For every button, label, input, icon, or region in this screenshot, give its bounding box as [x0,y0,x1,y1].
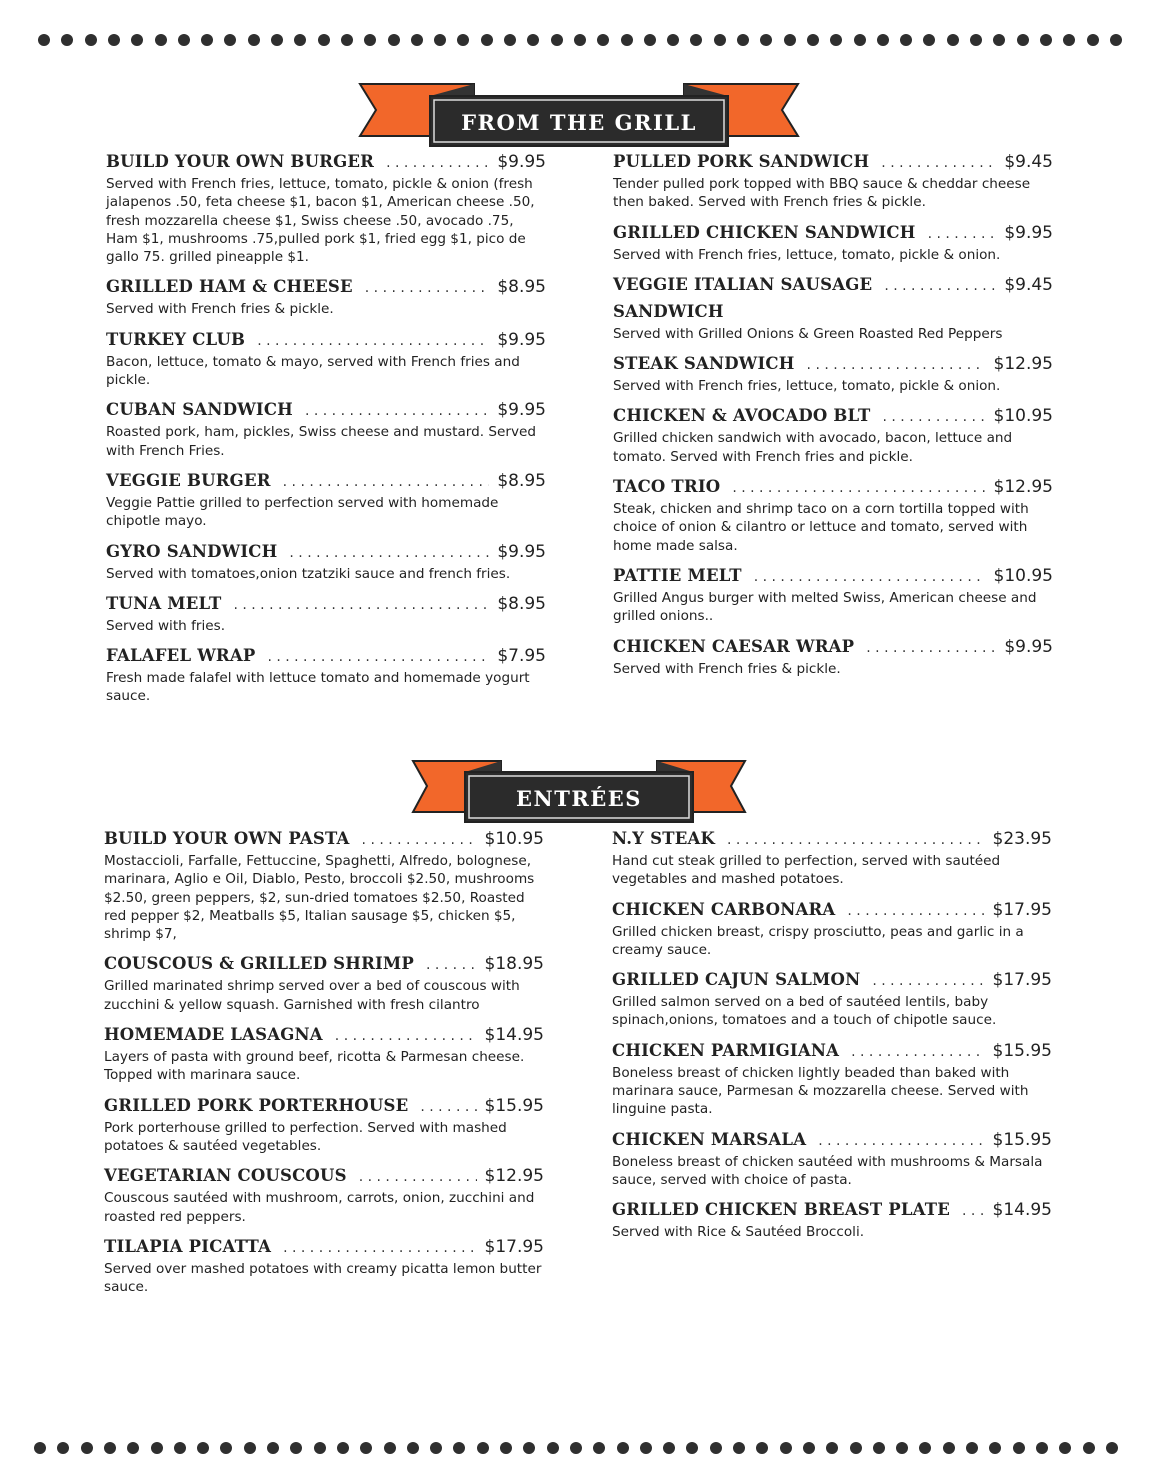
entrees-right-column [612,827,1052,1251]
dot-leader [257,329,489,353]
dot-ornament-icon [127,1442,139,1454]
menu-item-description: Mostaccioli, Farfalle, Fettuccine, Spaghetti, Alfredo, bolognese, marinara, Aglio e Oil, Diablo, Pesto, broccoli $2.50, mushrooms $2.50, green peppers, $2, sun-dried tomatoes $2.50, Roasted red pepper $2, Meatballs $5, Italian sausage $5, chicken $5, shrimp $7, [104,853,535,943]
menu-item-header [106,398,546,423]
menu-item-header [106,644,546,669]
menu-item-header [104,827,544,852]
menu-item [613,221,1053,264]
menu-item-header [613,475,1053,500]
dot-ornament-icon [224,34,236,46]
menu-item-price: $23.95 [992,829,1052,849]
menu-item-price: $15.95 [992,1040,1052,1061]
dot-ornament-icon [290,1442,302,1454]
menu-item-description: Layers of pasta with ground beef, ricotta & Parmesan cheese. Topped with marinara sauce. [104,1049,525,1084]
dot-ornament-icon [85,34,97,46]
dot-ornament-icon [593,1442,605,1454]
dot-leader [359,1165,477,1189]
menu-item-description: Hand cut steak grilled to perfection, served with sautéed vegetables and mashed potatoes. [612,853,1001,888]
dot-ornament-icon [621,34,633,46]
menu-item-price: $17.95 [484,1236,544,1257]
dot-ornament-icon [523,1442,535,1454]
dot-ornament-icon [434,34,446,46]
dot-ornament-icon [61,34,73,46]
menu-item [106,592,546,635]
dot-ornament-icon [993,34,1005,46]
dot-ornament-icon [477,1442,489,1454]
menu-item-name: GRILLED CAJUN SALMON [612,970,861,990]
dot-ornament-icon [644,34,656,46]
menu-item-price: $12.95 [993,477,1053,498]
dot-ornament-icon [919,1442,931,1454]
menu-item-name: PATTIE MELT [613,565,742,585]
menu-item-name: FALAFEL WRAP [106,646,256,666]
menu-item-price: $8.95 [497,470,546,491]
menu-item-name: CHICKEN PARMIGIANA [612,1040,840,1060]
menu-item [106,540,546,583]
dot-ornament-icon [1040,34,1052,46]
dot-ornament-icon [1083,1442,1095,1454]
menu-item-name: COUSCOUS & GRILLED SHRIMP [104,954,414,974]
menu-item-description: Served with French fries & pickle. [106,301,334,318]
dot-leader [851,1040,984,1064]
dot-ornament-icon [34,1442,46,1454]
dot-ornament-icon [714,34,726,46]
dot-ornament-icon [360,1442,372,1454]
menu-item-price: $10.95 [484,829,544,849]
dot-leader [754,565,986,589]
menu-item-price: $17.95 [992,970,1052,991]
menu-item-description: Couscous sautéed with mushroom, carrots, onion, zucchini and roasted red peppers. [104,1190,535,1225]
menu-item-price: $14.95 [992,1200,1052,1221]
dot-ornament-icon [81,1442,93,1454]
menu-item [613,564,1053,626]
menu-item-description: Served with tomatoes,onion tzatziki sauce and french fries. [106,565,511,582]
dot-leader [884,274,996,298]
menu-item-header [613,150,1053,175]
menu-item-description: Served with Rice & Sautéed Broccoli. [612,1224,865,1241]
dot-ornament-icon [900,34,912,46]
menu-item-price: $9.45 [1004,274,1053,295]
menu-item [612,898,1052,960]
menu-item [612,827,1052,889]
menu-item-header [104,1023,544,1048]
menu-item-description: Served with French fries & pickle. [613,660,841,677]
menu-item-price: $9.95 [497,329,546,350]
menu-item-header [612,898,1052,923]
menu-item-description: Fresh made falafel with lettuce tomato and homemade yogurt sauce. [106,670,530,705]
dot-ornament-icon [617,1442,629,1454]
dot-ornament-icon [248,34,260,46]
menu-item-name: GRILLED HAM & CHEESE [106,277,353,297]
dot-leader [233,593,489,617]
dot-ornament-icon [151,1442,163,1454]
menu-item-name: HOMEMADE LASAGNA [104,1025,323,1045]
menu-item-price: $7.95 [497,646,546,667]
menu-item-description: Veggie Pattie grilled to perfection served with homemade chipotle mayo. [106,494,499,530]
menu-item-description: Grilled salmon served on a bed of sautéed lentils, baby spinach,onions, tomatoes and a touch of chipotle sauce. [612,994,997,1029]
dot-leader [362,828,477,852]
dot-ornament-icon [896,1442,908,1454]
section-title: ENTRÉES [516,786,642,811]
dot-ornament-icon [574,34,586,46]
menu-item-description: Roasted pork, ham, pickles, Swiss cheese and mustard. Served with French Fries. [106,424,537,459]
menu-item-header [613,273,1053,298]
dot-ornament-icon [686,1442,698,1454]
dot-leader [928,222,997,246]
dot-ornament-icon [267,1442,279,1454]
menu-item-price: $8.95 [497,277,546,298]
grill-right-column [613,150,1053,687]
dot-ornament-icon [57,1442,69,1454]
dot-ornament-icon [873,1442,885,1454]
dot-ornament-icon [453,1442,465,1454]
dot-ornament-icon [108,34,120,46]
menu-item [612,1198,1052,1241]
dot-ornament-icon [104,1442,116,1454]
dot-ornament-icon [197,1442,209,1454]
dot-leader [283,1236,476,1260]
menu-item-name: CHICKEN & AVOCADO BLT [613,406,871,426]
dot-ornament-icon [826,1442,838,1454]
menu-item-name: GRILLED CHICKEN SANDWICH [613,222,916,242]
dot-ornament-icon [481,34,493,46]
dot-ornament-icon [943,1442,955,1454]
menu-item-name: VEGGIE ITALIAN SAUSAGE [613,274,873,294]
menu-item-price: $14.95 [484,1025,544,1046]
menu-item-header [612,1039,1052,1064]
menu-item-price: $9.95 [1004,222,1053,243]
banner-from-the-grill [358,80,800,148]
dot-ornament-icon [1013,1442,1025,1454]
dot-leader [426,953,477,977]
menu-item-name: N.Y STEAK [612,829,716,848]
menu-item [106,469,546,531]
dot-ornament-icon [430,1442,442,1454]
menu-item-price: $10.95 [993,565,1053,586]
dot-leader [727,828,985,852]
menu-item-header [613,635,1053,660]
menu-item-header [613,352,1053,377]
menu-item [612,1039,1052,1119]
dot-ornament-icon [314,1442,326,1454]
menu-item-description: Served with French fries, lettuce, tomato, pickle & onion. [613,246,1001,263]
menu-item-name: CUBAN SANDWICH [106,400,293,420]
menu-item-name: TURKEY CLUB [106,329,246,349]
dot-ornament-icon [547,1442,559,1454]
dot-ornament-icon [1063,34,1075,46]
menu-item-description: Grilled Angus burger with melted Swiss, American cheese and grilled onions.. [613,589,1037,625]
dot-leader [420,1095,476,1119]
dot-ornament-icon [364,34,376,46]
menu-item [104,1094,544,1156]
menu-item-description: Served with French fries, lettuce, tomato, pickle & onion (fresh jalapenos .50, feta cheese $1, bacon $1, American cheese .50, fresh mozzarella cheese $1, Swiss cheese .50, avocado .75, Ham $1, mushrooms .75,pulled pork $1, fried egg $1, pico de gallo 75. grilled pineapple $1. [106,176,535,266]
dot-ornament-icon [970,34,982,46]
menu-item-name: TUNA MELT [106,593,222,613]
dot-ornament-icon [131,34,143,46]
dot-ornament-icon [178,34,190,46]
menu-item [613,475,1053,555]
dot-ornament-icon [271,34,283,46]
menu-item-name: TILAPIA PICATTA [104,1236,272,1256]
menu-item-header [612,1128,1052,1153]
dot-ornament-icon [337,1442,349,1454]
menu-item-price: $12.95 [993,354,1053,375]
dot-leader [866,636,996,660]
menu-item-description: Served with French fries, lettuce, tomato, pickle & onion. [613,378,1001,395]
dot-ornament-icon [733,1442,745,1454]
menu-item-description: Served with Grilled Onions & Green Roasted Red Peppers [613,325,1003,342]
menu-item-name: CHICKEN MARSALA [612,1129,807,1149]
menu-item-price: $9.45 [1004,152,1053,172]
menu-item-name: GYRO SANDWICH [106,541,278,561]
dot-ornament-icon [737,34,749,46]
dot-ornament-icon [1110,34,1122,46]
menu-item-price: $15.95 [484,1095,544,1116]
dot-ornament-icon [155,34,167,46]
dot-leader [847,899,984,923]
menu-item-name: STEAK SANDWICH [613,354,795,374]
menu-item [613,635,1053,678]
dot-leader [807,353,986,377]
dot-leader [883,405,986,429]
dot-ornament-icon [784,34,796,46]
dot-ornament-icon [760,34,772,46]
menu-item [613,273,1053,343]
menu-item-description: Served over mashed potatoes with creamy picatta lemon butter sauce. [104,1260,542,1296]
menu-item-name: TACO TRIO [613,477,721,497]
dot-leader [872,969,984,993]
menu-item-description: Grilled chicken sandwich with avocado, bacon, lettuce and tomato. Served with French fries and pickle. [613,430,1013,465]
dot-ornament-icon [341,34,353,46]
dot-leader [289,541,489,565]
dot-ornament-icon [1059,1442,1071,1454]
dot-ornament-icon [947,34,959,46]
menu-item-price: $9.95 [497,400,546,421]
dot-ornament-icon [500,1442,512,1454]
dot-ornament-icon [294,34,306,46]
dot-leader [732,476,985,500]
menu-item-name-continued: SANDWICH [613,301,724,321]
dot-leader [386,151,489,175]
dot-ornament-icon [803,1442,815,1454]
dot-ornament-icon [640,1442,652,1454]
menu-item-header [612,827,1052,852]
dot-ornament-icon [504,34,516,46]
dot-ornament-icon [244,1442,256,1454]
menu-item [106,644,546,706]
dot-ornament-icon [989,1442,1001,1454]
menu-item-header [612,1198,1052,1223]
dot-ornament-icon [667,34,679,46]
menu-item-name: GRILLED CHICKEN BREAST PLATE [612,1200,951,1220]
menu-item [104,1235,544,1297]
dot-ornament-icon [877,34,889,46]
menu-item [612,1128,1052,1190]
menu-item-name: CHICKEN CAESAR WRAP [613,636,855,656]
dot-ornament-icon [411,34,423,46]
dot-ornament-icon [527,34,539,46]
menu-item [613,404,1053,466]
dot-ornament-icon [850,1442,862,1454]
menu-item-description: Pork porterhouse grilled to perfection. Served with mashed potatoes & sautéed vegetables. [104,1119,507,1154]
dot-leader [881,151,996,175]
menu-item-header [104,1235,544,1260]
menu-item-header [106,540,546,565]
menu-item-price: $15.95 [992,1129,1052,1150]
menu-item-header [106,469,546,494]
dot-ornament-icon [1036,1442,1048,1454]
dot-ornament-icon [854,34,866,46]
menu-item-description: Tender pulled pork topped with BBQ sauce & cheddar cheese then baked. Served with French fries & pickle. [613,176,1031,211]
menu-item-price: $9.95 [497,152,546,172]
dot-ornament-icon [966,1442,978,1454]
menu-item-header [106,275,546,300]
dot-ornament-icon [457,34,469,46]
menu-item-header [104,952,544,977]
menu-item-description: Steak, chicken and shrimp taco on a corn tortilla topped with choice of onion & cilantro or lettuce and tomato, served with home made salsa. [613,501,1029,554]
menu-item [613,352,1053,395]
menu-item-description: Grilled marinated shrimp served over a bed of couscous with zucchini & yellow squash. Garnished with fresh cilantro [104,978,520,1013]
top-dot-border [0,34,1150,48]
dot-ornament-icon [807,34,819,46]
dot-ornament-icon [384,1442,396,1454]
banner-entrees [411,758,747,824]
menu-item-header [613,221,1053,246]
menu-item [104,1023,544,1085]
menu-item-description: Boneless breast of chicken sautéed with mushrooms & Marsala sauce, served with choice of pasta. [612,1153,1043,1188]
dot-ornament-icon [923,34,935,46]
menu-item-price: $9.95 [1004,636,1053,657]
menu-item [106,328,546,390]
dot-ornament-icon [174,1442,186,1454]
dot-ornament-icon [388,34,400,46]
dot-ornament-icon [756,1442,768,1454]
dot-ornament-icon [551,34,563,46]
dot-ornament-icon [780,1442,792,1454]
menu-item-name: GRILLED PORK PORTERHOUSE [104,1095,409,1115]
menu-item-price: $18.95 [484,954,544,975]
dot-ornament-icon [830,34,842,46]
dot-leader [267,645,489,669]
menu-item [104,1164,544,1226]
menu-item [612,968,1052,1030]
menu-item-price: $9.95 [497,541,546,562]
menu-item [106,275,546,318]
dot-ornament-icon [220,1442,232,1454]
menu-item-name: PULLED PORK SANDWICH [613,152,870,171]
menu-item-price: $8.95 [497,593,546,614]
menu-item-header [612,968,1052,993]
menu-item-name: VEGGIE BURGER [106,470,271,490]
menu-item-header [613,404,1053,429]
menu-item-header [106,592,546,617]
dot-ornament-icon [1017,34,1029,46]
dot-ornament-icon [1106,1442,1118,1454]
menu-item [106,150,546,266]
dot-leader [818,1129,984,1153]
dot-ornament-icon [597,34,609,46]
menu-item-price: $10.95 [993,406,1053,427]
menu-item-name: BUILD YOUR OWN PASTA [104,829,350,848]
dot-leader [283,470,490,494]
dot-ornament-icon [663,1442,675,1454]
dot-ornament-icon [407,1442,419,1454]
dot-ornament-icon [318,34,330,46]
dot-ornament-icon [710,1442,722,1454]
menu-item-description: Bacon, lettuce, tomato & mayo, served with French fries and pickle. [106,353,520,389]
dot-ornament-icon [201,34,213,46]
menu-item-header [104,1164,544,1189]
dot-leader [962,1199,985,1223]
menu-item-name: CHICKEN CARBONARA [612,899,836,919]
menu-item-description: Boneless breast of chicken lightly beaded than baked with marinara sauce, Parmesan & mozzarella cheese. Served with linguine pasta. [612,1064,1029,1118]
menu-item-name: BUILD YOUR OWN BURGER [106,152,375,171]
menu-item-price: $12.95 [484,1166,544,1187]
menu-item-header [106,150,546,175]
menu-item-name: VEGETARIAN COUSCOUS [104,1166,347,1186]
dot-ornament-icon [1087,34,1099,46]
dot-leader [335,1024,477,1048]
dot-ornament-icon [570,1442,582,1454]
menu-item [104,827,544,943]
dot-leader [365,276,490,300]
menu-item-description: Grilled chicken breast, crispy prosciutto, peas and garlic in a creamy sauce. [612,923,1024,958]
menu-item-header [106,328,546,353]
section-title: FROM THE GRILL [461,110,697,135]
menu-item [104,952,544,1014]
menu-item-description: Served with fries. [106,617,226,634]
bottom-dot-border [0,1442,1150,1456]
dot-ornament-icon [690,34,702,46]
menu-item-header [613,564,1053,589]
grill-left-column [106,150,546,715]
entrees-left-column [104,827,544,1305]
menu-item [613,150,1053,212]
dot-leader [305,399,489,423]
menu-item-header [104,1094,544,1119]
menu-item-price: $17.95 [992,899,1052,920]
dot-ornament-icon [38,34,50,46]
menu-item [106,398,546,460]
